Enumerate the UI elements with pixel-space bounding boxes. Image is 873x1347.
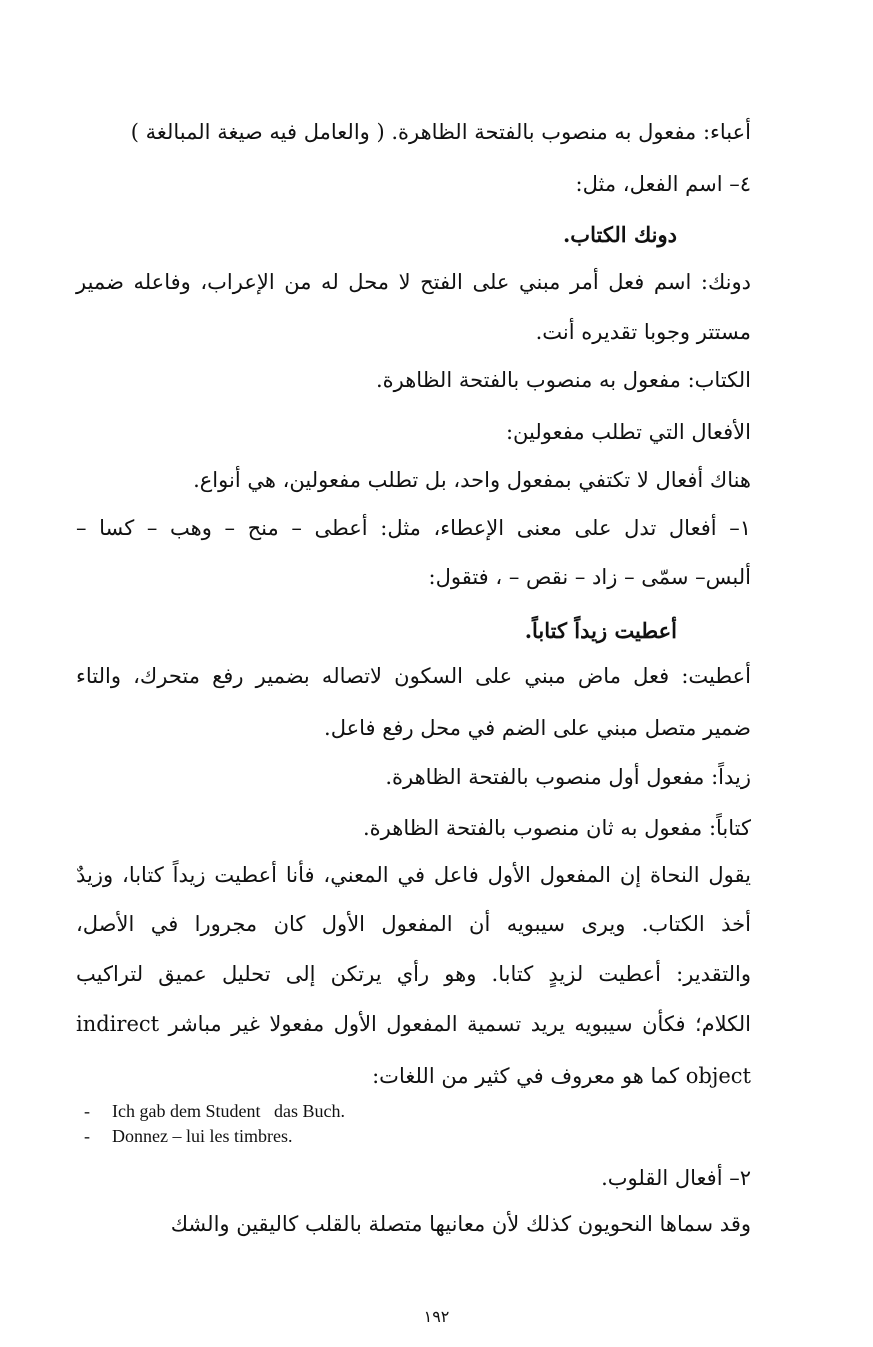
- text-line-4: دونك: اسم فعل أمر مبني على الفتح لا محل له من الإعراب، وفاعله ضمير: [76, 270, 751, 294]
- text-line-15: كتاباً: مفعول به ثان منصوب بالفتحة الظاهرة.: [362, 816, 751, 840]
- text-line-10: ألبس– سمّى – زاد – نقص – ، فتقول:: [428, 565, 751, 589]
- example-german: [84, 1100, 345, 1122]
- text-line-last: وقد سماها النحويون كذلك لأن معانيها متصلة بالقلب كاليقين والشك: [170, 1212, 751, 1236]
- section-heading-two-objects: الأفعال التي تطلب مفعولين:: [505, 420, 751, 444]
- example-dash: -: [84, 1101, 90, 1121]
- text-line-13: ضمير متصل مبني على الضم في محل رفع فاعل.: [324, 716, 751, 740]
- example-french-text: Donnez – lui les timbres.: [112, 1126, 293, 1146]
- example-dash: -: [84, 1126, 90, 1146]
- text-line-6: الكتاب: مفعول به منصوب بالفتحة الظاهرة.: [375, 368, 751, 392]
- text-line-5: مستتر وجوبا تقديره أنت.: [535, 320, 751, 344]
- example-french: [84, 1125, 292, 1147]
- text-line-8: هناك أفعال لا تكتفي بمفعول واحد، بل تطلب مفعولين، هي أنواع.: [193, 468, 751, 492]
- text-line-17: أخذ الكتاب. ويرى سيبويه أن المفعول الأول كان مجرورا في الأصل،: [76, 912, 751, 936]
- section-heading-heart-verbs: ٢– أفعال القلوب.: [601, 1166, 751, 1190]
- text-line-14: زيداً: مفعول أول منصوب بالفتحة الظاهرة.: [385, 765, 751, 789]
- text-line-18: والتقدير: أعطيت لزيدٍ كتابا. وهو رأي يرتكن إلى تحليل عميق لتراكيب: [76, 962, 751, 986]
- example-heading-1: دونك الكتاب.: [563, 222, 677, 247]
- text-line-12: أعطيت: فعل ماض مبني على السكون لاتصاله بضمير رفع متحرك، والتاء: [76, 664, 751, 688]
- text-line-19: الكلام؛ فكأن سيبويه يريد تسمية المفعول الأول مفعولا غير مباشر indirect: [76, 1012, 751, 1036]
- example-heading-2: أعطيت زيداً كتاباً.: [524, 618, 677, 643]
- text-line-2: ٤– اسم الفعل، مثل:: [575, 172, 751, 196]
- text-line-20: object كما هو معروف في كثير من اللغات:: [372, 1064, 751, 1088]
- page-number: ١٩٢: [423, 1307, 450, 1326]
- text-line-16: يقول النحاة إن المفعول الأول فاعل في المعني، فأنا أعطيت زيداً كتابا، وزيدٌ: [76, 863, 751, 887]
- text-line-1: أعباء: مفعول به منصوب بالفتحة الظاهرة. ( والعامل فيه صيغة المبالغة ): [130, 120, 751, 144]
- example-german-text: Ich gab dem Student das Buch.: [112, 1101, 345, 1121]
- text-line-9: ١– أفعال تدل على معنى الإعطاء، مثل: أعطى – منح – وهب – كسا –: [76, 516, 751, 540]
